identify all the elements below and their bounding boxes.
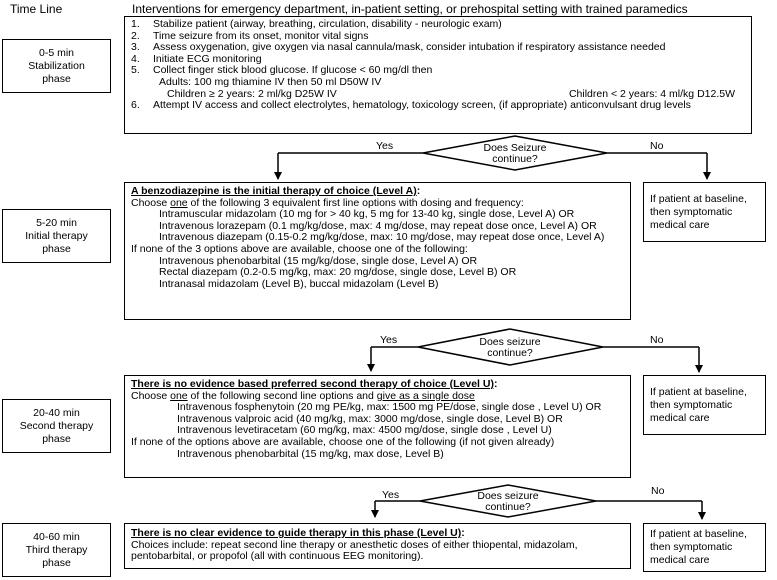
step-row <box>131 19 745 31</box>
step-text: Assess oxygenation, give oxygen via nasal cannula/mask, consider intubation if respiratory assistance needed <box>153 41 666 54</box>
step-number: 4. <box>131 52 140 65</box>
phase-suffix: phase <box>42 556 71 569</box>
fallback-text: If none of the options above are available, choose one of the following (if not given already) <box>131 435 555 448</box>
phase-name: Second therapy <box>19 419 94 432</box>
step-text: Stabilize patient (airway, breathing, circulation, disability - neurologic exam) <box>153 18 502 30</box>
third-therapy-box <box>124 523 631 569</box>
timeline-header: Time Line <box>10 2 63 16</box>
second-line-option: Intravenous levetiracetam (60 mg/kg, max: 4500 mg/dose, single dose , Level U) <box>177 424 552 437</box>
decision-1-yes-label: Yes <box>376 140 394 152</box>
choose-one-text: one <box>170 196 188 209</box>
step-number: 5. <box>131 64 140 77</box>
step-text: Time seizure from its onset, monitor vital signs <box>153 29 369 42</box>
heading-colon: : <box>416 185 421 197</box>
step-row <box>131 100 745 112</box>
second-therapy-box <box>124 375 631 478</box>
decision-1-no-label: No <box>650 140 664 152</box>
choose-text: Choose <box>131 196 171 209</box>
baseline-line: then symptomatic <box>650 398 733 411</box>
phase-box-second <box>2 399 111 453</box>
phase-name: Third therapy <box>25 543 88 556</box>
choose-one-text: one <box>170 389 188 402</box>
phase-box-stabilization <box>2 39 111 93</box>
stabilization-box <box>124 16 752 134</box>
fallback-option: Intranasal midazolam (Level B), buccal midazolam (Level B) <box>159 277 439 290</box>
decision-3-line2: continue? <box>485 501 531 513</box>
decision-3-yes-label: Yes <box>382 489 400 501</box>
step-number: 6. <box>131 99 140 112</box>
second-line-option: Intravenous fosphenytoin (20 mg PE/kg, max: 1500 mg PE/dose, single dose , Level U) OR <box>177 401 602 414</box>
baseline-line: medical care <box>650 218 710 231</box>
phase-suffix: phase <box>42 72 71 85</box>
baseline-line: If patient at baseline, <box>650 385 747 398</box>
phase-time: 40-60 min <box>33 530 80 543</box>
phase-box-third <box>2 523 111 577</box>
first-line-option: Intramuscular midazolam (10 mg for > 40 kg, 5 mg for 13-40 kg, single dose, Level A) OR <box>159 208 575 221</box>
phase-name: Initial therapy <box>25 229 88 242</box>
single-dose-text: give as a single dose <box>376 389 475 402</box>
decision-2-line1: Does seizure <box>479 336 541 348</box>
decision-3-text <box>458 491 558 513</box>
fallback-text: If none of the 3 options above are available, choose one of the following: <box>131 242 468 255</box>
baseline-line: medical care <box>650 411 710 424</box>
phase-time: 5-20 min <box>36 216 77 229</box>
children-lt2-dose: Children < 2 years: 4 ml/kg D12.5W <box>568 87 735 100</box>
phase-name: Stabilization <box>28 59 85 72</box>
interventions-header: Interventions for emergency department, in-patient setting, or prehospital setting with trained paramedics <box>132 2 688 16</box>
step-number: 1. <box>131 18 140 30</box>
initial-therapy-heading: A benzodiazepine is the initial therapy of choice (Level A) <box>131 185 417 197</box>
step-number: 2. <box>131 29 140 42</box>
heading-colon: : <box>461 527 465 539</box>
heading-colon: : <box>493 378 498 390</box>
third-therapy-line: pentobarbital, or propofol (all with continuous EEG monitoring). <box>131 550 424 563</box>
step-text: Attempt IV access and collect electrolytes, hematology, toxicology screen, (if appropriate) anticonvulsant drug levels <box>153 99 691 112</box>
choose-text: Choose <box>131 389 171 402</box>
decision-3-line1: Does seizure <box>477 490 539 502</box>
third-therapy-line: Choices include: repeat second line therapy or anesthetic doses of either thiopental, midazolam, <box>131 538 578 551</box>
decision-1-line1: Does Seizure <box>483 142 547 154</box>
baseline-line: If patient at baseline, <box>650 528 747 540</box>
baseline-box-2 <box>643 375 766 435</box>
decision-2-yes-label: Yes <box>380 334 398 346</box>
step-number: 3. <box>131 41 140 54</box>
fallback-option: Intravenous phenobarbital (15 mg/kg, max dose, Level B) <box>177 447 444 460</box>
fallback-option: Intravenous phenobarbital (15 mg/kg/dose, single dose, Level A) OR <box>159 254 478 267</box>
baseline-line: then symptomatic <box>650 541 733 553</box>
baseline-line: medical care <box>650 554 710 566</box>
decision-1-line2: continue? <box>492 153 538 165</box>
decision-3-no-label: No <box>651 485 665 497</box>
phase-box-initial <box>2 209 111 263</box>
step-text: Initiate ECG monitoring <box>153 52 262 65</box>
children-ge2-dose: Children ≥ 2 years: 2 ml/kg D25W IV <box>167 87 337 100</box>
phase-time: 0-5 min <box>38 46 74 59</box>
decision-2-line2: continue? <box>487 347 533 359</box>
choose-text: of the following 3 equivalent first line options with dosing and frequency: <box>187 196 524 209</box>
decision-2-no-label: No <box>650 334 664 346</box>
decision-2-text <box>460 337 560 359</box>
phase-suffix: phase <box>42 432 71 445</box>
baseline-box-3 <box>643 523 766 572</box>
baseline-box-1 <box>643 182 766 242</box>
phase-time: 20-40 min <box>33 406 80 419</box>
fallback-option: Rectal diazepam (0.2-0.5 mg/kg, max: 20 mg/dose, single dose, Level B) OR <box>159 266 517 279</box>
initial-therapy-box <box>124 182 631 320</box>
third-therapy-heading: There is no clear evidence to guide therapy in this phase (Level U) <box>131 527 462 539</box>
first-line-option: Intravenous diazepam (0.15-0.2 mg/kg/dose, max: 10 mg/dose, may repeat dose once, Level A) <box>159 231 605 244</box>
choose-text: of the following second line options and <box>187 389 377 402</box>
phase-suffix: phase <box>42 242 71 255</box>
step-text: Collect finger stick blood glucose. If glucose < 60 mg/dl then <box>153 64 433 77</box>
decision-1-text <box>465 143 565 165</box>
second-therapy-heading: There is no evidence based preferred second therapy of choice (Level U) <box>131 378 494 390</box>
first-line-option: Intravenous lorazepam (0.1 mg/kg/dose, max: 4 mg/dose, may repeat dose once, Level A) OR <box>159 219 597 232</box>
baseline-line: If patient at baseline, <box>650 192 747 205</box>
adults-glucose-dose: Adults: 100 mg thiamine IV then 50 ml D50W IV <box>159 75 382 88</box>
baseline-line: then symptomatic <box>650 205 733 218</box>
second-line-option: Intravenous valproic acid (40 mg/kg, max: 3000 mg/dose, single dose, Level B) OR <box>177 412 563 425</box>
